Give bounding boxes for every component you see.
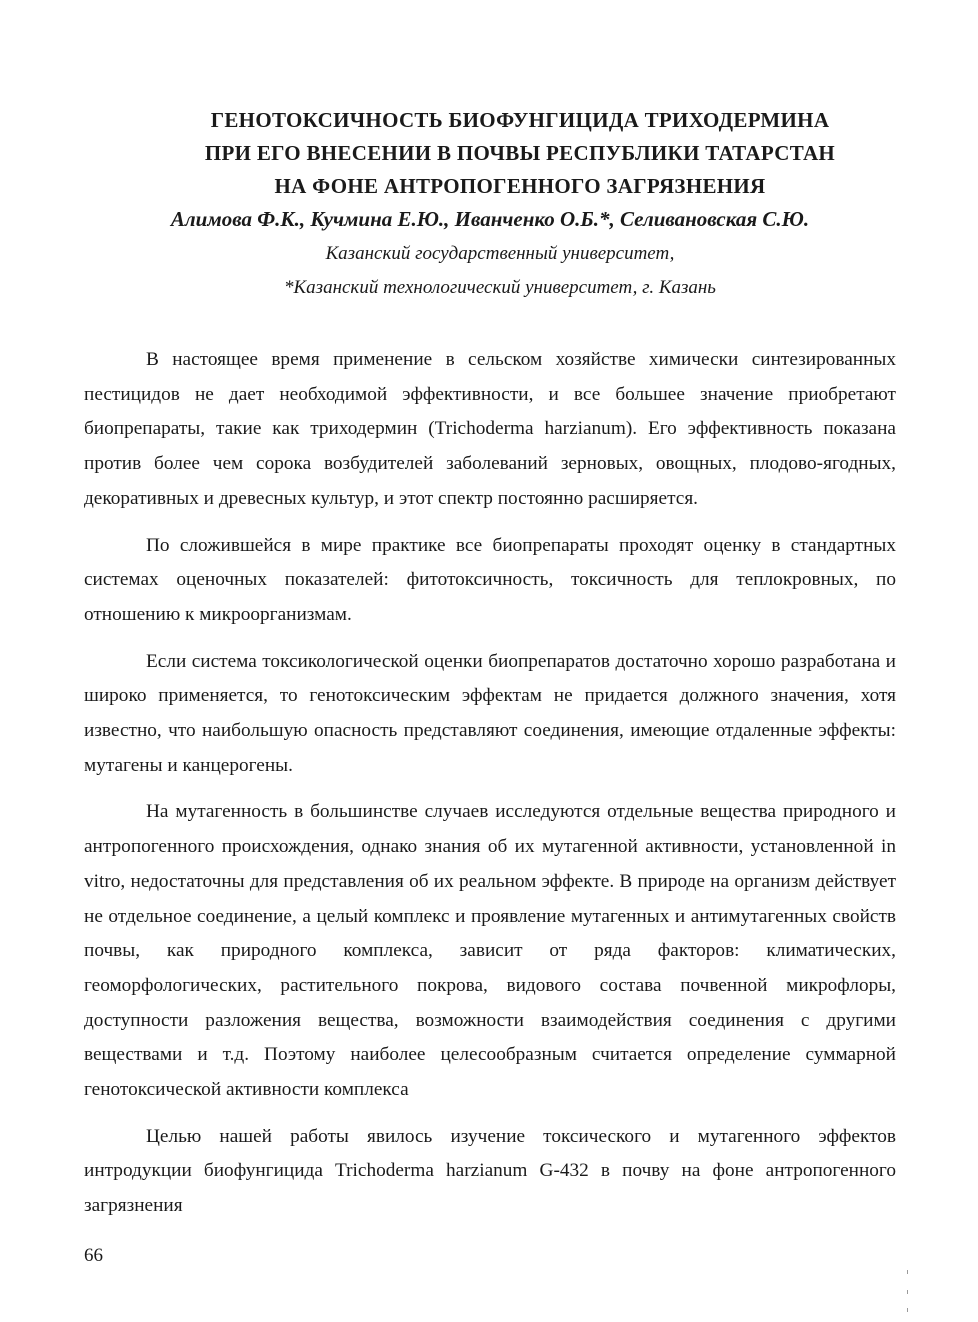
affiliation-2: *Казанский технологический университет, г. Казань [284, 277, 716, 298]
paragraph-5: Целью нашей работы явилось изучение токсического и мутагенного эффектов интродукции биофунгицида Trichoderma harzianum G-432 в почву на фоне антропогенного загрязнения [84, 1125, 896, 1217]
paragraph-4: На мутагенность в большинстве случаев исследуются отдельные вещества природного и антропогенного происхождения, однако знания об их мутагенной активности, установленной in vitro, недостаточны для представления об их реальном эффекте. В природе на организм действует не отдельное соединение, а целый комплекс и проявление мутагенных и антимутагенных свойств почвы, как природного комплекса, зависит от ряда факторов: климатических, геоморфологических, растительного покрова, видового состава почвенной микрофлоры, доступности разложения вещества, возможности взаимодействия соединения с другими веществами и т.д. Поэтому наиболее целесообразным считается определение суммарной генотоксической активности комплекса [84, 801, 896, 1101]
authors: Алимова Ф.К., Кучмина Е.Ю., Иванченко О.Б.*, Селивановская С.Ю. [170, 207, 810, 231]
scan-speck [907, 1290, 908, 1294]
scan-speck [907, 1270, 908, 1274]
paragraph-2: По сложившейся в мире практике все биопрепараты проходят оценку в стандартных системах оценочных показателей: фитотоксичность, токсичность для теплокровных, по отношению к микроорганизмам. [84, 534, 896, 625]
title-line-1: ГЕНОТОКСИЧНОСТЬ БИОФУНГИЦИДА ТРИХОДЕРМИНА [210, 108, 830, 132]
page-number: 66 [84, 1245, 103, 1266]
body-text [84, 343, 896, 1236]
affiliation-1: Казанский государственный университет, [325, 243, 675, 264]
scan-speck [907, 1308, 908, 1312]
title-line-2: ПРИ ЕГО ВНЕСЕНИИ В ПОЧВЫ РЕСПУБЛИКИ ТАТАРСТАН [204, 141, 836, 165]
title-line-3: НА ФОНЕ АНТРОПОГЕННОГО ЗАГРЯЗНЕНИЯ [274, 174, 766, 198]
paragraph-3: Если система токсикологической оценки биопрепаратов достаточно хорошо разработана и широко применяется, то генотоксическим эффектам не придается должного значения, хотя известно, что наибольшую опасность представляют соединения, имеющие отдаленные эффекты: мутагены и канцерогены. [84, 650, 896, 776]
paragraph-1: В настоящее время применение в сельском хозяйстве химически синтезированных пестицидов не дает необходимой эффективности, и все большее значение приобретают биопрепараты, такие как триходермин (Trichoderma harzianum). Его эффективность показана против более чем сорока возбудителей заболеваний зерновых, овощных, плодово-ягодных, декоративных и древесных культур, и этот спектр постоянно расширяется. [84, 349, 896, 509]
